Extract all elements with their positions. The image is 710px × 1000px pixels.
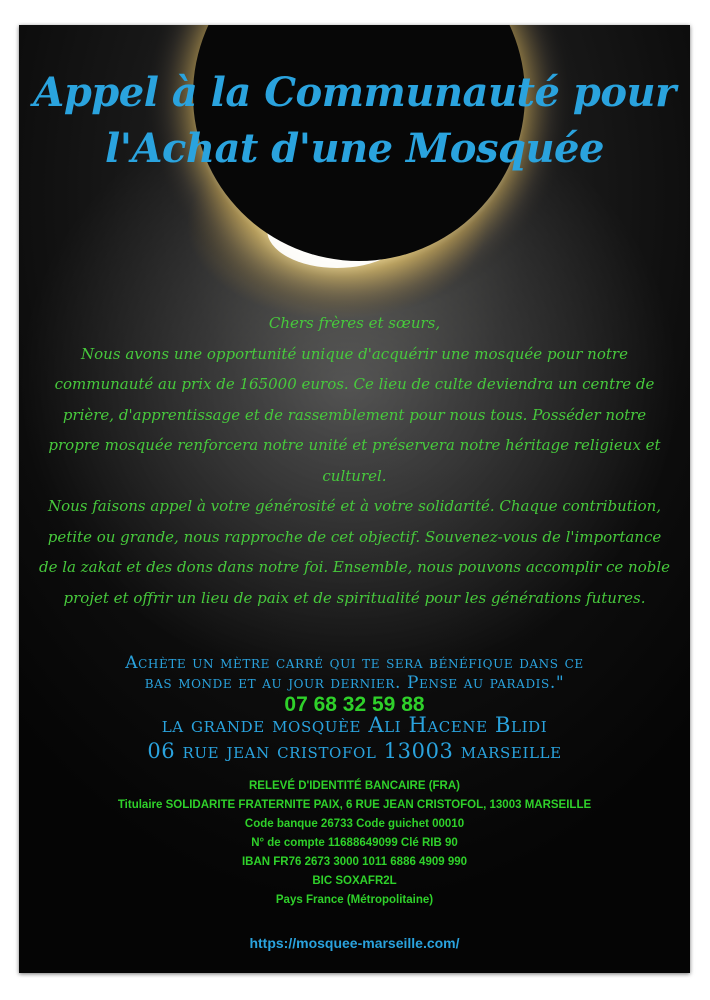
letter-salutation: Chers frères et sœurs,: [268, 314, 441, 332]
square-meter-appeal: [29, 653, 680, 693]
phone-number: 07 68 32 59 88: [284, 693, 425, 716]
bank-details: [19, 777, 690, 910]
bank-holder: Titulaire SOLIDARITE FRATERNITE PAIX, 6 RUE JEAN CRISTOFOL, 13003 MARSEILLE: [117, 799, 592, 811]
flyer: [19, 25, 690, 973]
mosque-address: 06 rue jean cristofol 13003 marseille: [147, 739, 562, 763]
appeal-line-2: bas monde et au jour dernier. Pense au paradis.": [144, 673, 565, 693]
title-line-2: l'Achat d'une Mosquée: [105, 125, 604, 172]
bank-iban: IBAN FR76 2673 3000 1011 6886 4909 990: [241, 856, 468, 868]
title-line-1: Appel à la Communauté pour: [33, 69, 676, 116]
bank-codes: Code banque 26733 Code guichet 00010: [244, 818, 465, 830]
mosque-name: la grande mosquèe Ali Hacene Blidi: [161, 713, 548, 737]
letter-paragraph-1: Nous avons une opportunité unique d'acquérir une mosquée pour notre communauté au prix de 165000 euros. Ce lieu de culte deviendra un centre de prière, d'apprentissage et de rassemblement pour nous tous. Posséder notre propre mosquée renforcera notre unité et préservera notre héritage religieux et culturel.: [48, 344, 661, 485]
bank-account: N° de compte 11688649099 Clé RIB 90: [251, 837, 458, 849]
bank-heading: RELEVÉ D'IDENTITÉ BANCAIRE (FRA): [248, 780, 460, 792]
bank-country: Pays France (Métropolitaine): [275, 894, 434, 906]
page-title: [19, 65, 690, 177]
bank-bic: BIC SOXAFR2L: [312, 875, 397, 887]
appeal-line-1: Achète un mètre carré qui te sera bénéfique dans ce: [125, 653, 584, 673]
letter-paragraph-2: Nous faisons appel à votre générosité et à votre solidarité. Chaque contribution, petite ou grande, nous rapproche de cet objectif. Souvenez-vous de l'importance de la zakat et des dons dans notre foi. Ensemble, nous pouvons accomplir ce noble projet et offrir un lieu de paix et de spiritualité pour les générations futures.: [38, 497, 671, 607]
appeal-letter: [37, 308, 672, 613]
website-link[interactable]: https://mosquee-marseille.com/: [249, 935, 460, 951]
